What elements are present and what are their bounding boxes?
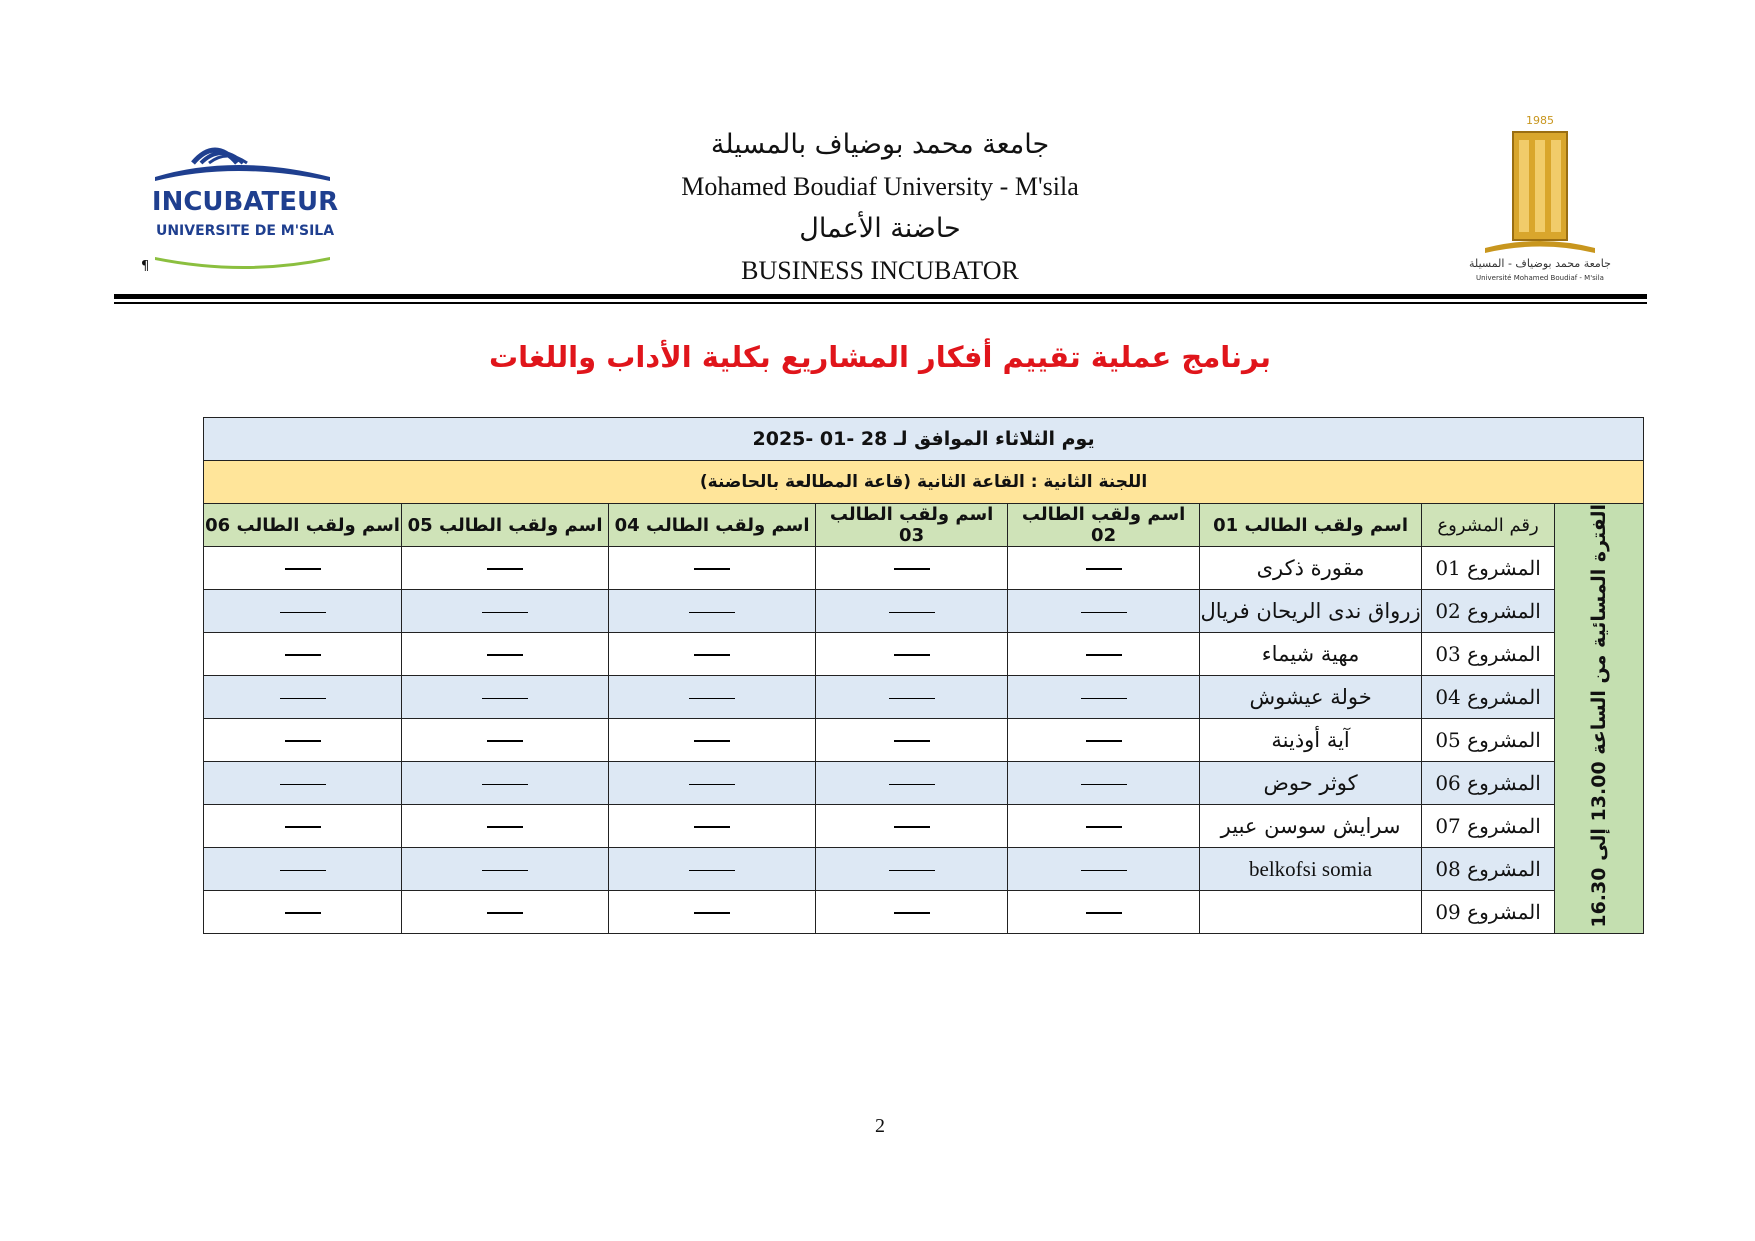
empty-cell [1008,762,1200,805]
column-header: اسم ولقب الطالب 05 [402,504,609,547]
empty-cell [1008,848,1200,891]
dash-mark [694,912,730,914]
dash-mark [280,870,326,871]
dash-mark [487,740,523,742]
dash-mark [285,568,321,570]
dash-mark [482,784,528,785]
committee-line: اللجنة الثانية : القاعة الثانية (قاعة المطالعة بالحاضنة) [204,461,1644,504]
dash-mark [1086,740,1122,742]
empty-cell [402,590,609,633]
seal-caption-ar: جامعة محمد بوضياف - المسيلة [1469,257,1611,270]
dash-mark [1086,568,1122,570]
table-row [204,547,1644,590]
dash-mark [1081,870,1127,871]
column-header-row [204,504,1644,547]
dash-mark [694,654,730,656]
student-name: آية أوذينة [1200,719,1422,762]
incubator-logo [135,125,355,285]
empty-cell [609,762,816,805]
table-row [204,805,1644,848]
date-row [204,418,1644,461]
seal-caption-fr: Université Mohamed Boudiaf - M'sila [1476,274,1604,282]
header-rule-thick [114,294,1647,299]
column-header: اسم ولقب الطالب 04 [609,504,816,547]
empty-cell [402,762,609,805]
header-titles [560,124,1200,292]
dash-mark [689,784,735,785]
empty-cell [1008,805,1200,848]
empty-cell [402,547,609,590]
dash-mark [487,912,523,914]
table-row [204,633,1644,676]
project-number: المشروع 02 [1422,590,1555,633]
dash-mark [1081,612,1127,613]
dash-mark [487,826,523,828]
period-text: الفترة المسائية من الساعة 13.00 إلى 16.30 [1588,504,1611,928]
date-line: يوم الثلاثاء الموافق لـ 28 -01 -2025 [204,418,1644,461]
empty-cell [402,891,609,934]
empty-cell [609,891,816,934]
empty-cell [204,719,402,762]
column-header: اسم ولقب الطالب 02 [1008,504,1200,547]
period-cell [1555,504,1644,934]
dash-mark [482,612,528,613]
table-row [204,719,1644,762]
dash-mark [285,740,321,742]
university-seal [1455,110,1625,285]
dash-mark [482,698,528,699]
project-number: المشروع 05 [1422,719,1555,762]
empty-cell [609,805,816,848]
dash-mark [894,826,930,828]
student-name: خولة عيشوش [1200,676,1422,719]
dash-mark [285,826,321,828]
dash-mark [894,912,930,914]
project-number: المشروع 01 [1422,547,1555,590]
seal-year: 1985 [1526,114,1554,127]
table-row [204,891,1644,934]
dash-mark [689,698,735,699]
table-row [204,590,1644,633]
empty-cell [402,719,609,762]
dash-mark [1086,826,1122,828]
dash-mark [894,654,930,656]
table-row [204,676,1644,719]
dash-mark [1086,654,1122,656]
dash-mark [889,784,935,785]
empty-cell [204,805,402,848]
empty-cell [816,762,1008,805]
empty-cell [204,762,402,805]
column-header: اسم ولقب الطالب 06 [204,504,402,547]
student-name: كوثر حوض [1200,762,1422,805]
dash-mark [482,870,528,871]
empty-cell [816,805,1008,848]
empty-cell [204,891,402,934]
dash-mark [285,654,321,656]
empty-cell [816,719,1008,762]
dash-mark [689,870,735,871]
page-number: 2 [875,1115,885,1137]
schedule-table [203,417,1644,934]
empty-cell [816,547,1008,590]
empty-cell [816,633,1008,676]
empty-cell [402,633,609,676]
student-name: سرايش سوسن عبير [1200,805,1422,848]
incubator-logo-mark: ¶ [141,259,150,274]
incubator-name-ar: حاضنة الأعمال [799,213,961,244]
incubator-logo-line1: INCUBATEUR [151,187,339,217]
empty-cell [1008,891,1200,934]
empty-cell [816,590,1008,633]
dash-mark [894,568,930,570]
empty-cell [609,590,816,633]
project-number: المشروع 08 [1422,848,1555,891]
student-name [1200,891,1422,934]
dash-mark [280,784,326,785]
student-name: مقورة ذكرى [1200,547,1422,590]
dash-mark [1081,784,1127,785]
page-title: برنامج عملية تقييم أفكار المشاريع بكلية الأداب واللغات [489,340,1271,374]
empty-cell [402,848,609,891]
dash-mark [889,698,935,699]
dash-mark [894,740,930,742]
empty-cell [816,891,1008,934]
dash-mark [487,654,523,656]
dash-mark [689,612,735,613]
dash-mark [285,912,321,914]
student-name: مهية شيماء [1200,633,1422,676]
dash-mark [280,698,326,699]
table-row [204,762,1644,805]
empty-cell [609,633,816,676]
dash-mark [694,568,730,570]
empty-cell [1008,590,1200,633]
student-name: belkofsi somia [1200,848,1422,891]
dash-mark [1081,698,1127,699]
page-header [0,0,1755,300]
project-number: المشروع 06 [1422,762,1555,805]
empty-cell [204,848,402,891]
dash-mark [889,612,935,613]
empty-cell [609,719,816,762]
empty-cell [609,547,816,590]
dash-mark [280,612,326,613]
dash-mark [1086,912,1122,914]
empty-cell [816,848,1008,891]
incubator-name-en: BUSINESS INCUBATOR [741,256,1019,285]
student-name: زرواق ندى الريحان فريال [1200,590,1422,633]
column-header: اسم ولقب الطالب 01 [1200,504,1422,547]
empty-cell [402,805,609,848]
empty-cell [1008,719,1200,762]
incubator-logo-line2: UNIVERSITE DE M'SILA [155,223,335,239]
empty-cell [204,590,402,633]
empty-cell [609,676,816,719]
dash-mark [487,568,523,570]
column-header: رقم المشروع [1422,504,1555,547]
dash-mark [694,826,730,828]
header-rule-thin [114,302,1647,304]
empty-cell [816,676,1008,719]
dash-mark [889,870,935,871]
empty-cell [1008,547,1200,590]
empty-cell [204,547,402,590]
university-name-en: Mohamed Boudiaf University - M'sila [681,172,1079,201]
project-number: المشروع 09 [1422,891,1555,934]
dash-mark [694,740,730,742]
empty-cell [204,676,402,719]
project-number: المشروع 03 [1422,633,1555,676]
empty-cell [402,676,609,719]
project-number: المشروع 07 [1422,805,1555,848]
empty-cell [1008,633,1200,676]
table-row [204,848,1644,891]
committee-row [204,461,1644,504]
column-header: اسم ولقب الطالب 03 [816,504,1008,547]
university-name-ar: جامعة محمد بوضياف بالمسيلة [710,129,1050,160]
empty-cell [204,633,402,676]
empty-cell [1008,676,1200,719]
project-number: المشروع 04 [1422,676,1555,719]
empty-cell [609,848,816,891]
